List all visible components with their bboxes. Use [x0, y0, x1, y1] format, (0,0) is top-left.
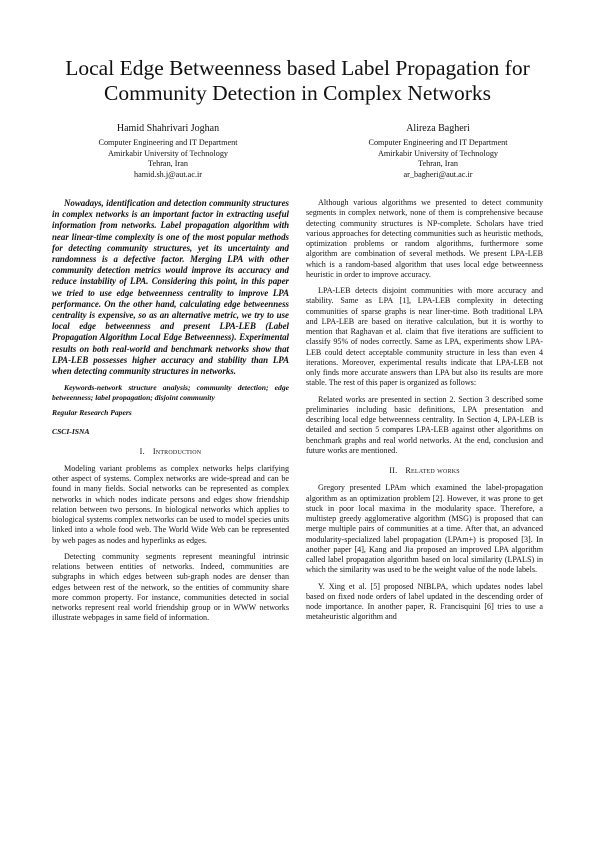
- author-email: hamid.sh.j@aut.ac.ir: [133, 169, 203, 179]
- author-department: Computer Engineering and IT Department: [368, 138, 508, 147]
- author-university: Amirkabir University of Technology: [107, 148, 229, 158]
- section-title: Introduction: [152, 446, 202, 456]
- section-heading-introduction: [52, 447, 289, 457]
- author-name: Alireza Bagheri: [406, 123, 470, 134]
- section-number: II.: [389, 466, 398, 475]
- body-paragraph: Although various algorithms we presented to detect community segments in complex network, none of them is comprehensive because detecting community structures is NP-complete. Scholars have tried various approaches for detecting communities such as heuristic methods, optimization problems or random algorithms, furthermore some algorithm are combination of several methods. We present LPA-LEB which is a random-based algorithm that uses local edge betweenness heuristic in order to improve accuracy.: [306, 198, 543, 279]
- paper-title: Local Edge Betweenness based Label Propagation for Community Detection in Complex Networks: [65, 56, 530, 105]
- body-paragraph: LPA-LEB detects disjoint communities with more accuracy and stability. Same as LPA [1], LPA-LEB complexity in detecting communities of sparse graphs is near liner-time. Both traditional LPA and LPA-LEB are based on iterative calculation, but it is worthy to mention that Raghavan et al. claim that five iterations are sufficient to classify 95% of nodes correctly. Same as LPA, experiments show LPA-LEB could detect acceptable community structure in less than even 4 iterations. Moreover, experimental results indicate that LPA-LEB not only finds more accurate answers than LPA but also its results are more stable. The rest of this paper is organized as follows:: [306, 286, 543, 388]
- body-paragraph: Related works are presented in section 2. Section 3 described some preliminaries including basic definitions, LPA presentation and describing local edge betweenness centrality. In Section 4, LPA-LEB is detailed and section 5 compares LPA-LEB against other algorithms on benchmark graphs and real world networks. At the end, conclusion and future works are mentioned.: [306, 394, 543, 455]
- abstract: Nowadays, identification and detection community structures in complex networks is an important factor in extracting useful information from networks. Label propagation algorithm with near linear-time complexity is one of the most popular methods for detecting community structures, yet its uncertainty and randomness is a defective factor. Merging LPA with other community detection metrics would improve its accuracy and reduce instability of LPA. Considering this point, in this paper we tried to use edge betweenness centrality to improve LPA performance. On the other hand, calculating edge betweenness centrality is expensive, so as an alternative metric, we try to use local edge betweenness and present LPA-LEB (Label Propagation Algorithm Local Edge Betweenness). Experimental results on both real-world and benchmark networks show that LPA-LEB possesses higher accuracy and stability than LPA when detecting community structures in networks.: [52, 198, 289, 377]
- author-block-2: [318, 123, 558, 180]
- paper-category: Regular Research Papers: [52, 408, 132, 418]
- right-column: [306, 198, 543, 629]
- section-title: Related works: [405, 466, 460, 475]
- body-paragraph: Y. Xing et al. [5] proposed NIBLPA, which updates nodes label based on fixed node orders of label updated in the descending order of node importance. In another paper, R. Francisquini [6] tries to use a metaheuristic algorithm and: [306, 581, 543, 622]
- author-university: Amirkabir University of Technology: [377, 148, 499, 158]
- section-heading-related-works: [306, 466, 543, 476]
- body-paragraph: Gregory presented LPAm which examined the label-propagation algorithm as an optimization problem [2]. However, it was prone to get stuck in poor local maxima in the modularity space. Therefore, a multistep greedy agglomerative algorithm (MSG) is proposed that can merge multiple pairs of communities at a time. After that, an advanced modularity-specialized label propagation (LPAm+) is proposed [3]. In another paper [4], Kang and Jia proposed an improved LPA algorithm called label propagation algorithm based on local similarity (LPALS) in which the similarity was used to be the weight value of the node labels.: [306, 483, 543, 575]
- author-block-1: [48, 123, 288, 180]
- paper-track: CSCI-ISNA: [52, 427, 90, 437]
- author-location: Tehran, Iran: [148, 159, 188, 169]
- author-location: Tehran, Iran: [418, 159, 458, 169]
- body-paragraph: Modeling variant problems as complex networks helps clarifying other aspect of systems. Complex networks are wide-spread and can be found in many fields. Social networks can be represented as complex networks in which nodes indicate persons and edges show friendship relation between two persons. In biological networks which applies to biological systems complex networks can be used to model species units linked into a whole food web. The World Wide Web can be represented by web pages as nodes and hyperlinks as edges.: [52, 463, 289, 545]
- keywords: Keywords-network structure analysis; community detection; edge betweenness; label propagation; disjoint community: [52, 383, 289, 402]
- author-name: Hamid Shahrivari Joghan: [116, 123, 220, 134]
- author-department: Computer Engineering and IT Department: [98, 138, 238, 147]
- section-number: I.: [139, 446, 145, 456]
- left-column: [52, 198, 289, 630]
- author-email: ar_bagheri@aut.ac.ir: [403, 169, 473, 179]
- body-paragraph: Detecting community segments represent meaningful intrinsic relations between entities of networks. Indeed, communities are subgraphs in which edges between sub-graph nodes are denser than edges between rest of the network, so the entities of community share more common property. For instance, communities detected in social networks represent real world friendship group or in WWW networks illustrate webpages in same field of information.: [52, 551, 289, 623]
